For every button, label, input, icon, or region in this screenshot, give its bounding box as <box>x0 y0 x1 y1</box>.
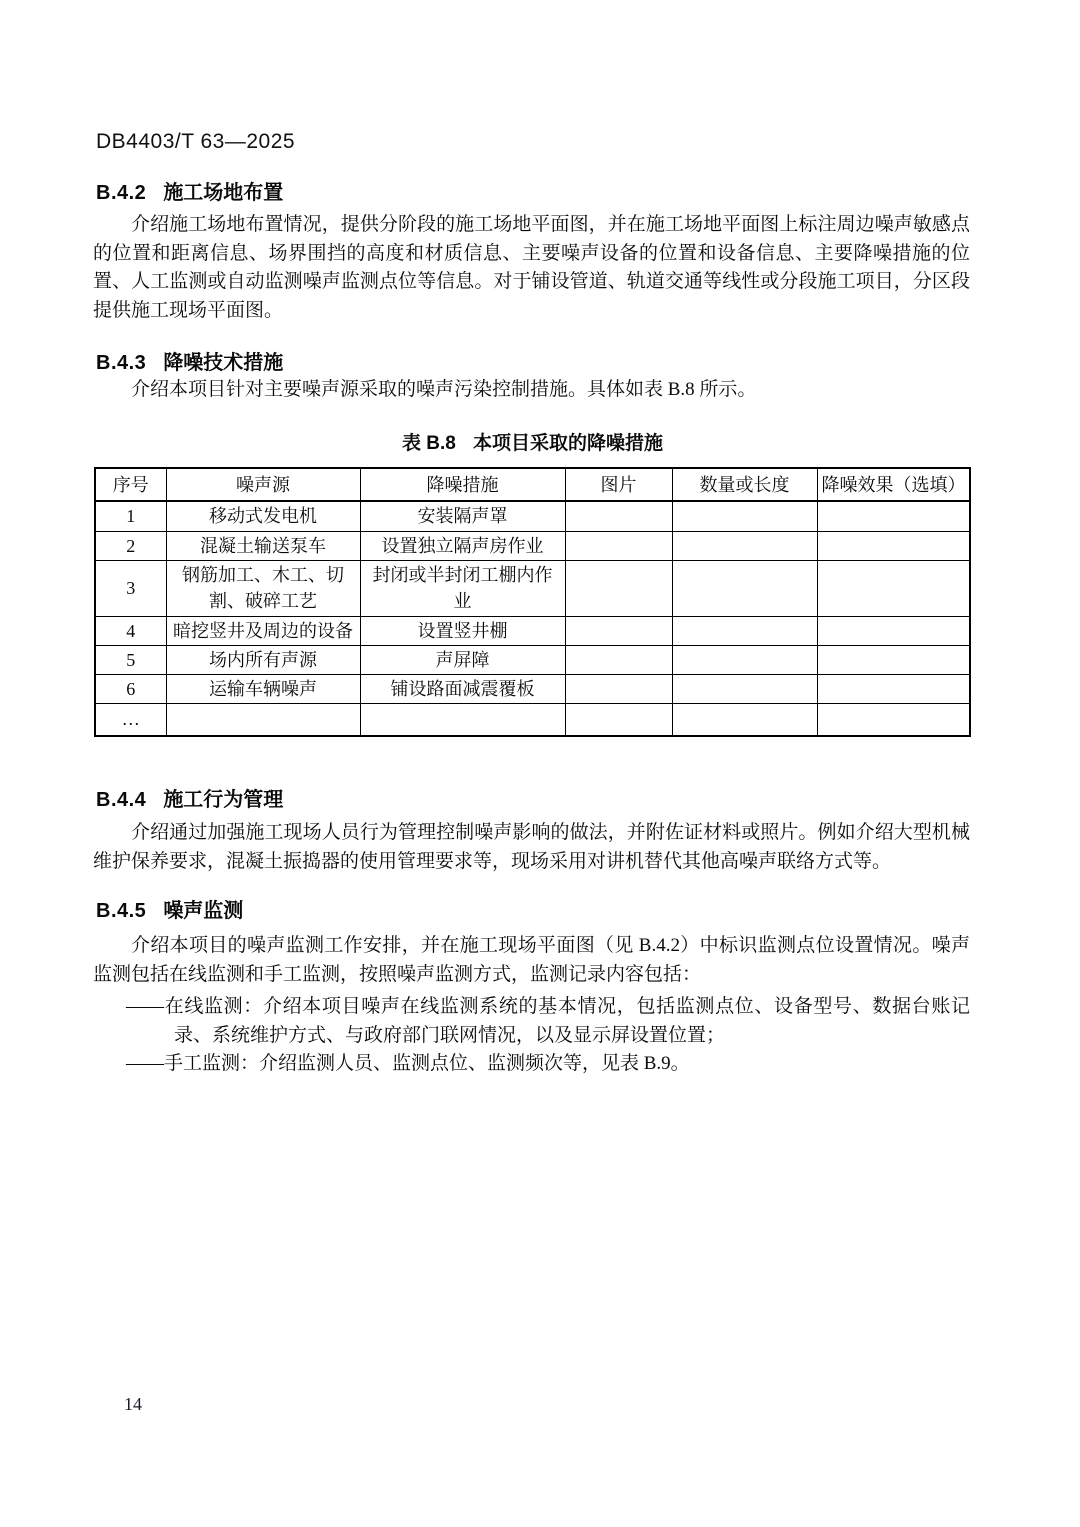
section-number: B.4.2 <box>96 182 147 204</box>
cell-effect <box>817 645 970 674</box>
cell-quantity <box>672 531 817 560</box>
cell-measure: 声屏障 <box>360 645 565 674</box>
col-header-index: 序号 <box>95 468 166 501</box>
list-item-manual-monitoring: ——手工监测：介绍监测人员、监测点位、监测频次等，见表 B.9。 <box>126 1053 690 1074</box>
cell-ellipsis: … <box>95 703 166 736</box>
list-item-online-monitoring: ——在线监测：介绍本项目噪声在线监测系统的基本情况，包括监测点位、设备型号、数据台账记录、系统维护方式、与政府部门联网情况，以及显示屏设置位置； <box>126 996 970 1046</box>
cell-index: 3 <box>95 560 166 616</box>
table-row <box>95 560 970 616</box>
cell-quantity <box>672 674 817 703</box>
page-number: 14 <box>124 1394 142 1414</box>
col-header-quantity: 数量或长度 <box>672 468 817 501</box>
cell-measure <box>360 703 565 736</box>
cell-measure: 设置竖井棚 <box>360 616 565 645</box>
cell-effect <box>817 616 970 645</box>
cell-noise-source <box>166 703 360 736</box>
cell-index: 4 <box>95 616 166 645</box>
section-number: B.4.4 <box>96 789 147 811</box>
section-title: 施工场地布置 <box>163 182 284 204</box>
cell-photo <box>565 531 672 560</box>
section-title: 噪声监测 <box>163 900 244 922</box>
col-header-measure: 降噪措施 <box>360 468 565 501</box>
cell-photo <box>565 674 672 703</box>
cell-index: 6 <box>95 674 166 703</box>
doc-code: DB4403/T 63—2025 <box>96 130 296 153</box>
paragraph-b45: 介绍本项目的噪声监测工作安排，并在施工现场平面图（见 B.4.2）中标识监测点位设置情况。噪声监测包括在线监测和手工监测，按照噪声监测方式，监测记录内容包括： <box>93 935 970 985</box>
cell-effect <box>817 703 970 736</box>
table-row <box>95 616 970 645</box>
cell-effect <box>817 560 970 616</box>
table-row <box>95 645 970 674</box>
table-b8-caption <box>94 428 971 455</box>
section-heading-b42 <box>96 176 283 205</box>
cell-photo <box>565 501 672 531</box>
table-row <box>95 674 970 703</box>
cell-quantity <box>672 703 817 736</box>
cell-photo <box>565 645 672 674</box>
cell-noise-source: 场内所有声源 <box>166 645 360 674</box>
paragraph-b42: 介绍施工场地布置情况，提供分阶段的施工场地平面图，并在施工场地平面图上标注周边噪声敏感点的位置和距离信息、场界围挡的高度和材质信息、主要噪声设备的位置和设备信息、主要降噪措施的位置、人工监测或自动监测噪声监测点位等信息。对于铺设管道、轨道交通等线性或分段施工项目，分区段提供施工现场平面图。 <box>93 214 970 321</box>
cell-photo <box>565 703 672 736</box>
section-heading-b43 <box>96 346 283 375</box>
cell-quantity <box>672 501 817 531</box>
table-b8 <box>94 467 971 737</box>
col-header-effect: 降噪效果（选填） <box>817 468 970 501</box>
cell-measure: 铺设路面减震覆板 <box>360 674 565 703</box>
table-caption-label: 表 B.8 <box>402 433 456 454</box>
col-header-photo: 图片 <box>565 468 672 501</box>
paragraph-b44: 介绍通过加强施工现场人员行为管理控制噪声影响的做法，并附佐证材料或照片。例如介绍大型机械维护保养要求，混凝土振捣器的使用管理要求等，现场采用对讲机替代其他高噪声联络方式等。 <box>93 822 970 872</box>
cell-noise-source: 钢筋加工、木工、切割、破碎工艺 <box>166 560 360 616</box>
cell-photo <box>565 560 672 616</box>
cell-effect <box>817 674 970 703</box>
cell-quantity <box>672 560 817 616</box>
table-header-row <box>95 468 970 501</box>
cell-index: 1 <box>95 501 166 531</box>
table-caption-title: 本项目采取的降噪措施 <box>472 433 663 454</box>
section-title: 降噪技术措施 <box>163 352 284 374</box>
cell-noise-source: 混凝土输送泵车 <box>166 531 360 560</box>
section-heading-b44 <box>96 783 283 812</box>
cell-noise-source: 运输车辆噪声 <box>166 674 360 703</box>
cell-quantity <box>672 645 817 674</box>
cell-quantity <box>672 616 817 645</box>
col-header-noise-source: 噪声源 <box>166 468 360 501</box>
cell-effect <box>817 501 970 531</box>
cell-photo <box>565 616 672 645</box>
cell-measure: 安装隔声罩 <box>360 501 565 531</box>
section-title: 施工行为管理 <box>163 789 284 811</box>
cell-measure: 设置独立隔声房作业 <box>360 531 565 560</box>
table-row-ellipsis <box>95 703 970 736</box>
cell-effect <box>817 531 970 560</box>
section-number: B.4.3 <box>96 352 147 374</box>
table-row <box>95 531 970 560</box>
cell-index: 2 <box>95 531 166 560</box>
cell-measure: 封闭或半封闭工棚内作业 <box>360 560 565 616</box>
section-number: B.4.5 <box>96 900 147 922</box>
cell-noise-source: 暗挖竖井及周边的设备 <box>166 616 360 645</box>
table-row <box>95 501 970 531</box>
section-heading-b45 <box>96 894 243 923</box>
cell-index: 5 <box>95 645 166 674</box>
paragraph-b43: 介绍本项目针对主要噪声源采取的噪声污染控制措施。具体如表 B.8 所示。 <box>131 379 757 400</box>
cell-noise-source: 移动式发电机 <box>166 501 360 531</box>
